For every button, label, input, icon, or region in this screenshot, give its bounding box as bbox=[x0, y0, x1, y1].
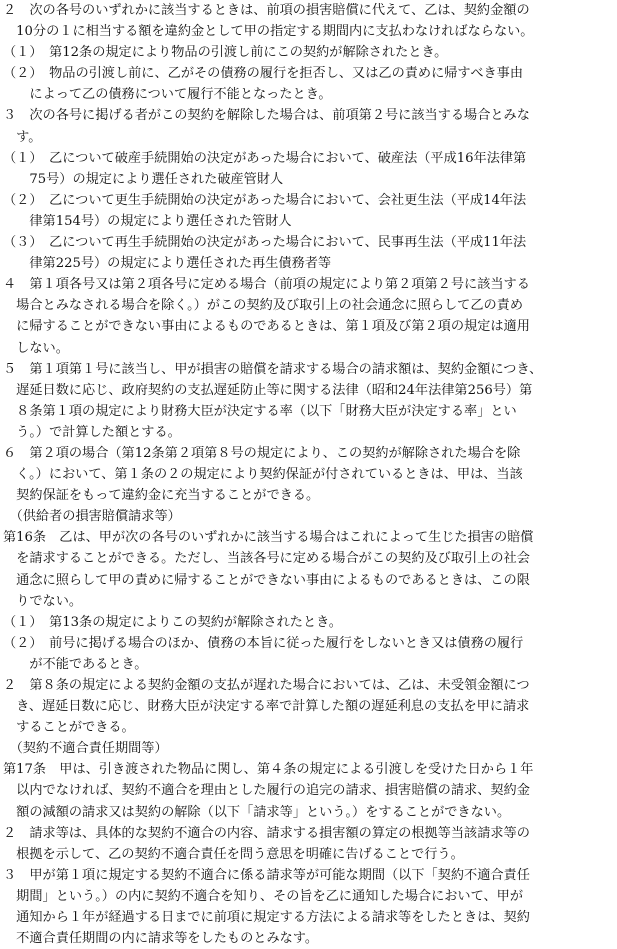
text-line: しない。 bbox=[3, 340, 69, 356]
text-line: 75号）の規定により選任された破産管財人 bbox=[3, 171, 284, 187]
text-line: によって乙の債務について履行不能となったとき。 bbox=[3, 87, 332, 103]
text-line: 以内でなければ、契約不適合を理由とした履行の追完の請求、損害賠償の請求、契約金 bbox=[3, 783, 530, 799]
text-line: を請求することができる。ただし、当該各号に定める場合がこの契約及び取引上の社会 bbox=[3, 551, 530, 567]
text-line: 不適合責任期間の内に請求等をしたものとみなす。 bbox=[3, 931, 319, 947]
text-line: 場合とみなされる場合を除く。）がこの契約及び取引上の社会通念に照らして乙の責め bbox=[3, 298, 524, 314]
text-line: 額の減額の請求又は契約の解除（以下「請求等」という。）をすることができない。 bbox=[3, 804, 511, 820]
text-line: 律第154号）の規定により選任された管財人 bbox=[3, 213, 292, 229]
document-body bbox=[3, 0, 614, 949]
text-line: ２ 第８条の規定による契約金額の支払が遅れた場合においては、乙は、未受領金額につ bbox=[3, 678, 530, 693]
text-line: ６ 第２項の場合（第12条第２項第８号の規定により、この契約が解除された場合を除 bbox=[3, 445, 521, 461]
text-line: ３ 次の各号に掲げる者がこの契約を解除した場合は、前項第２号に該当する場合とみな bbox=[3, 108, 530, 124]
text-line: ３ 甲が第１項に規定する契約不適合に係る請求等が可能な期間（以下「契約不適合責任 bbox=[3, 867, 530, 883]
section-heading: （供給者の損害賠償請求等） bbox=[3, 509, 181, 525]
text-line: ５ 第１項第１号に該当し、甲が損害の賠償を請求する場合の請求額は、契約金額につき、 bbox=[3, 361, 543, 377]
section-heading: （契約不適合責任期間等） bbox=[3, 741, 168, 757]
text-line: 契約保証をもって違約金に充当することができる。 bbox=[3, 488, 320, 504]
text-line: が不能であるとき。 bbox=[3, 656, 148, 672]
text-line: 10分の１に相当する額を違約金として甲の指定する期間内に支払わなければならない。 bbox=[3, 24, 534, 40]
text-line: （１） 乙について破産手続開始の決定があった場合において、破産法（平成16年法律第 bbox=[3, 150, 527, 166]
text-line: 通念に照らして甲の責めに帰することができない事由によるものであるときは、この限 bbox=[3, 572, 530, 588]
text-line: 遅延日数に応じ、政府契約の支払遅延防止等に関する法律（昭和24年法律第256号）第 bbox=[3, 382, 533, 398]
text-line: 根拠を示して、乙の契約不適合責任を問う意思を明確に告げることで行う。 bbox=[3, 846, 464, 862]
text-line: に帰することができない事由によるものであるときは、第１項及び第２項の規定は適用 bbox=[3, 319, 530, 335]
text-line: 第17条 甲は、引き渡された物品に関し、第４条の規定による引渡しを受けた日から１年 bbox=[3, 762, 534, 778]
text-line: す。 bbox=[3, 129, 42, 145]
text-line: ２ 次の各号のいずれかに該当するときは、前項の損害賠償に代えて、乙は、契約金額の bbox=[3, 3, 530, 18]
text-line: 第16条 乙は、甲が次の各号のいずれかに該当する場合はこれによって生じた損害の賠償 bbox=[3, 530, 534, 546]
text-line: （１） 第12条の規定により物品の引渡し前にこの契約が解除されたとき。 bbox=[3, 45, 448, 61]
text-line: りでない。 bbox=[3, 593, 83, 609]
text-line: することができる。 bbox=[3, 720, 135, 736]
text-line: き、遅延日数に応じ、財務大臣が決定する率で計算した額の遅延利息の支払を甲に請求 bbox=[3, 699, 530, 715]
text-line: 期間」という。）の内に契約不適合を知り、その旨を乙に通知した場合において、甲が bbox=[3, 888, 524, 904]
text-line: ２ 請求等は、具体的な契約不適合の内容、請求する損害額の算定の根拠等当該請求等の bbox=[3, 825, 530, 841]
text-line: く。）において、第１条の２の規定により契約保証が付されているときは、甲は、当該 bbox=[3, 467, 523, 483]
text-line: ８条第１項の規定により財務大臣が決定する率（以下「財務大臣が決定する率」とい bbox=[3, 403, 517, 419]
text-line: （２） 物品の引渡し前に、乙がその債務の履行を拒否し、又は乙の責めに帰すべき事由 bbox=[3, 66, 524, 82]
text-line: 律第225号）の規定により選任された再生債務者等 bbox=[3, 256, 332, 272]
text-line: （２） 乙について更生手続開始の決定があった場合において、会社更生法（平成14年法 bbox=[3, 192, 527, 208]
text-line: （２） 前号に掲げる場合のほか、債務の本旨に従った履行をしないとき又は債務の履行 bbox=[3, 635, 524, 651]
text-line: （３） 乙について再生手続開始の決定があった場合において、民事再生法（平成11年法 bbox=[3, 235, 527, 251]
text-line: （１） 第13条の規定によりこの契約が解除されたとき。 bbox=[3, 614, 342, 630]
text-line: 通知から１年が経過する日までに前項に規定する方法による請求等をしたときは、契約 bbox=[3, 910, 530, 926]
text-line: ４ 第１項各号又は第２項各号に定める場合（前項の規定により第２項第２号に該当する bbox=[3, 277, 530, 293]
text-line: う。）で計算した額とする。 bbox=[3, 424, 181, 440]
